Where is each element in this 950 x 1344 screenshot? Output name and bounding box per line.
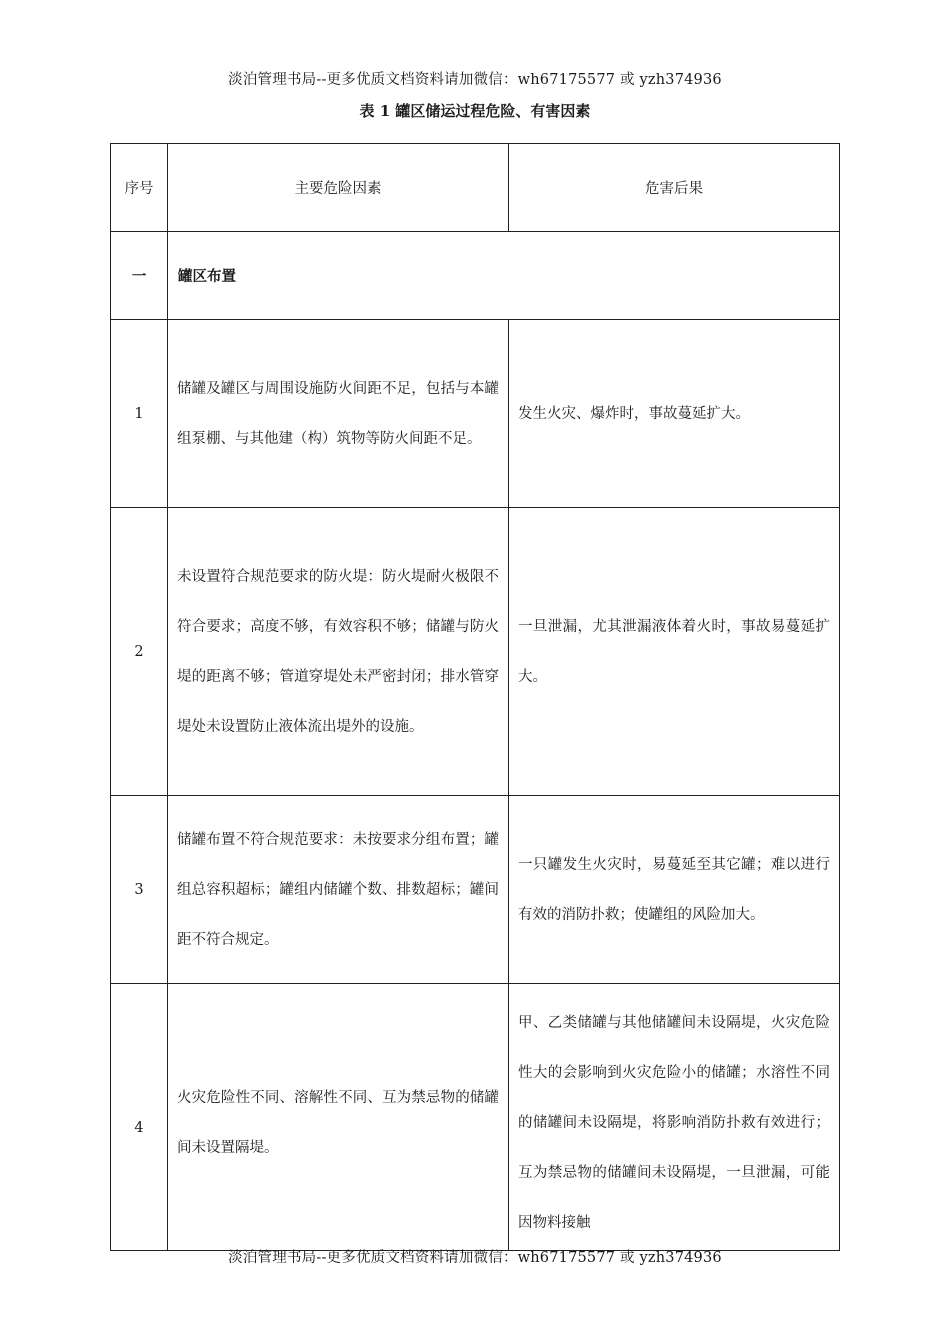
table-header-row	[111, 144, 840, 232]
row-number: 1	[111, 320, 168, 508]
row-number: 4	[111, 984, 168, 1251]
row-factor: 火灾危险性不同、溶解性不同、互为禁忌物的储罐间未设置隔堤。	[168, 984, 509, 1251]
row-number: 3	[111, 796, 168, 984]
table-row	[111, 320, 840, 508]
section-label: 罐区布置	[168, 232, 840, 320]
table-row	[111, 984, 840, 1251]
page-header-watermark: 淡泊管理书局--更多优质文档资料请加微信：wh67175577 或 yzh374936	[228, 72, 722, 88]
row-result: 一旦泄漏，尤其泄漏液体着火时，事故易蔓延扩大。	[509, 508, 840, 796]
row-result: 甲、乙类储罐与其他储罐间未设隔堤，火灾危险性大的会影响到火灾危险小的储罐；水溶性不同的储罐间未设隔堤，将影响消防扑救有效进行；互为禁忌物的储罐间未设隔堤，一旦泄漏，可能因物料接触	[509, 984, 840, 1251]
column-header-no: 序号	[111, 144, 168, 232]
column-header-factor: 主要危险因素	[168, 144, 509, 232]
row-number: 2	[111, 508, 168, 796]
table-row	[111, 796, 840, 984]
row-result: 一只罐发生火灾时，易蔓延至其它罐；难以进行有效的消防扑救；使罐组的风险加大。	[509, 796, 840, 984]
table-title: 表 1 罐区储运过程危险、有害因素	[359, 102, 591, 120]
section-number: 一	[111, 232, 168, 320]
row-factor: 未设置符合规范要求的防火堤：防火堤耐火极限不符合要求；高度不够，有效容积不够；储罐与防火堤的距离不够；管道穿堤处未严密封闭；排水管穿堤处未设置防止液体流出堤外的设施。	[168, 508, 509, 796]
row-factor: 储罐及罐区与周围设施防火间距不足，包括与本罐组泵棚、与其他建（构）筑物等防火间距不足。	[168, 320, 509, 508]
column-header-result: 危害后果	[509, 144, 840, 232]
page-footer-watermark: 淡泊管理书局--更多优质文档资料请加微信：wh67175577 或 yzh374936	[228, 1250, 722, 1266]
section-row	[111, 232, 840, 320]
table-row	[111, 508, 840, 796]
hazard-table	[110, 143, 840, 1251]
row-factor: 储罐布置不符合规范要求：未按要求分组布置；罐组总容积超标；罐组内储罐个数、排数超标；罐间距不符合规定。	[168, 796, 509, 984]
row-result: 发生火灾、爆炸时，事故蔓延扩大。	[509, 320, 840, 508]
